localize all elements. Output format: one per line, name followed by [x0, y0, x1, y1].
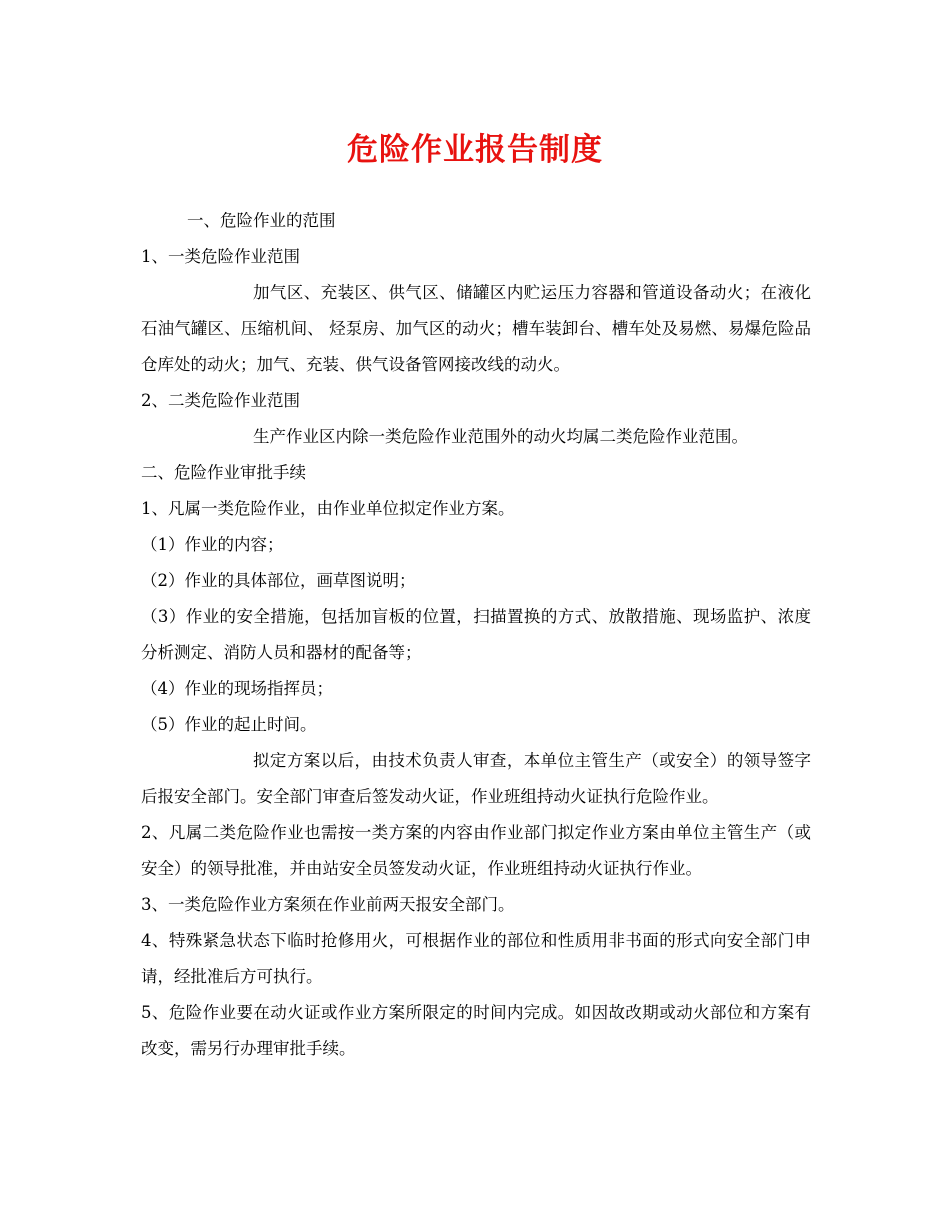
list-item-3: （3）作业的安全措施，包括加盲板的位置，扫描置换的方式、放散措施、现场监护、浓度分析测定、消防人员和器材的配备等； — [141, 607, 811, 662]
section-heading-approval: 二、危险作业审批手续 — [141, 463, 306, 482]
paragraph-approval-5: 5、危险作业要在动火证或作业方案所限定的时间内完成。如因故改期或动火部位和方案有改变，需另行办理审批手续。 — [141, 1003, 811, 1058]
list-item-5: （5）作业的起止时间。 — [141, 715, 317, 734]
subheading-class1-scope: 1、一类危险作业范围 — [141, 247, 300, 266]
paragraph-approval-1: 1、凡属一类危险作业，由作业单位拟定作业方案。 — [141, 499, 515, 518]
paragraph-class2-scope: 生产作业区内除一类危险作业范围外的动火均属二类危险作业范围。 — [253, 427, 748, 446]
list-item-1: （1）作业的内容； — [141, 535, 284, 554]
list-item-4: （4）作业的现场指挥员； — [141, 679, 333, 698]
subheading-class2-scope: 2、二类危险作业范围 — [141, 391, 300, 410]
section-heading-scope: 一、危险作业的范围 — [187, 211, 336, 230]
paragraph-approval-review: 拟定方案以后，由技术负责人审查，本单位主管生产（或安全）的领导签字后报安全部门。安全部门审查后签发动火证，作业班组持动火证执行危险作业。 — [141, 751, 811, 806]
paragraph-class1-scope: 加气区、充装区、供气区、储罐区内贮运压力容器和管道设备动火；在液化石油气罐区、压缩机间、 烃泵房、加气区的动火；槽车装卸台、槽车处及易燃、易爆危险品仓库处的动火；加气、充装、供气设备管网接改线的动火。 — [141, 283, 811, 374]
paragraph-approval-2: 2、凡属二类危险作业也需按一类方案的内容由作业部门拟定作业方案由单位主管生产（或安全）的领导批准，并由站安全员签发动火证，作业班组持动火证执行作业。 — [141, 823, 811, 878]
paragraph-approval-4: 4、特殊紧急状态下临时抢修用火，可根据作业的部位和性质用非书面的形式向安全部门申请，经批准后方可执行。 — [141, 931, 811, 986]
document-title: 危险作业报告制度 — [347, 132, 603, 168]
list-item-2: （2）作业的具体部位，画草图说明； — [141, 571, 416, 590]
paragraph-approval-3: 3、一类危险作业方案须在作业前两天报安全部门。 — [141, 895, 515, 914]
document-body — [141, 203, 811, 1067]
